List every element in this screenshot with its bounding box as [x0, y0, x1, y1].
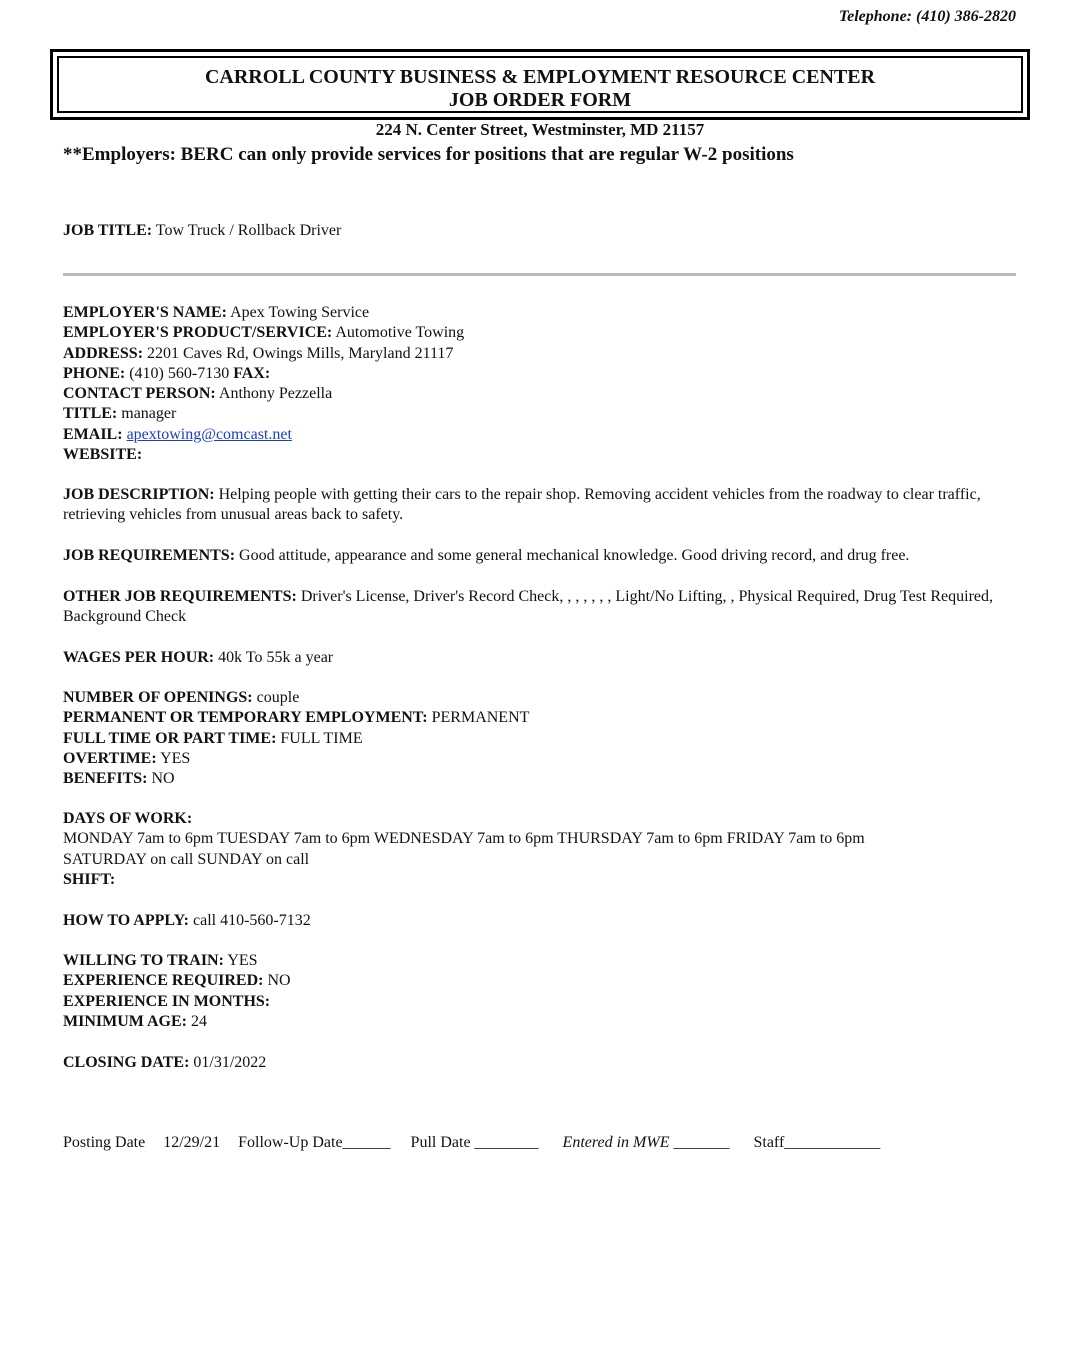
description-section: [63, 485, 1023, 526]
field-label: JOB DESCRIPTION:: [63, 486, 215, 503]
job-description: Helping people with getting their cars to the repair shop. Removing accident vehicles from the roadway to clear traffic, retrieving vehicles from unusual areas back to safety.: [63, 486, 981, 524]
employer-name: Apex Towing Service: [227, 304, 370, 321]
field-label: CONTACT PERSON:: [63, 385, 216, 403]
field-label: WILLING TO TRAIN:: [63, 952, 224, 969]
employment-section: [63, 688, 1023, 789]
weekend-schedule: SATURDAY on call SUNDAY on call: [63, 850, 310, 868]
field-label: FAX:: [233, 364, 271, 382]
field-label: WEBSITE:: [63, 446, 143, 464]
employer-phone: (410) 560-7130: [125, 364, 234, 382]
perm-temp: PERMANENT: [427, 709, 530, 727]
posting-date-label: Posting Date: [63, 1134, 146, 1151]
title-box: [50, 49, 1030, 120]
field-label: EMPLOYER'S PRODUCT/SERVICE:: [63, 324, 333, 342]
field-label: OVERTIME:: [63, 749, 157, 767]
entered-in-mwe: Entered in MWE _______: [562, 1134, 730, 1151]
training-section: [63, 951, 1023, 1032]
field-label: FULL TIME OR PART TIME:: [63, 729, 277, 747]
field-label: CLOSING DATE:: [63, 1054, 190, 1071]
field-label: TITLE:: [63, 405, 118, 423]
field-label: NUMBER OF OPENINGS:: [63, 689, 253, 706]
field-label: EMAIL:: [63, 425, 123, 443]
employer-product: Automotive Towing: [332, 324, 465, 342]
employer-section: [63, 303, 1023, 465]
wages-section: [63, 648, 1023, 668]
field-label: OTHER JOB REQUIREMENTS:: [63, 588, 297, 605]
closing-date: 01/31/2022: [189, 1054, 267, 1071]
posting-date: 12/29/21: [163, 1134, 221, 1151]
telephone: Telephone: (410) 386-2820: [838, 8, 1016, 25]
closing-section: [63, 1053, 1023, 1073]
employer-address: 2201 Caves Rd, Owings Mills, Maryland 21117: [143, 344, 454, 362]
apply-section: [63, 911, 1023, 931]
field-label: EMPLOYER'S NAME:: [63, 304, 227, 321]
experience-required: NO: [263, 972, 291, 990]
field-label: ADDRESS:: [63, 344, 144, 362]
wages: 40k To 55k a year: [214, 649, 334, 666]
field-label: PERMANENT OR TEMPORARY EMPLOYMENT:: [63, 709, 428, 727]
field-label: HOW TO APPLY:: [63, 912, 189, 929]
job-requirements: Good attitude, appearance and some general mechanical knowledge. Good driving record, and drug free.: [235, 547, 910, 564]
other-requirements-section: [63, 587, 1023, 628]
willing-to-train: YES: [223, 952, 258, 969]
other-requirements: Driver's License, Driver's Record Check, , , , , , , Light/No Lifting, , Physical Required, Drug Test Required, Background Check: [63, 588, 994, 626]
field-label: EXPERIENCE REQUIRED:: [63, 972, 264, 990]
org-address: 224 N. Center Street, Westminster, MD 21157: [375, 120, 705, 139]
benefits: NO: [147, 770, 175, 788]
days-section: [63, 809, 1023, 890]
field-label: PHONE:: [63, 364, 126, 382]
minimum-age: 24: [186, 1012, 207, 1030]
contact-person: Anthony Pezzella: [215, 385, 333, 403]
employer-notice: **Employers: BERC can only provide services for positions that are regular W-2 positions: [63, 144, 794, 165]
field-label: MINIMUM AGE:: [63, 1012, 187, 1030]
field-label: WAGES PER HOUR:: [63, 649, 215, 666]
staff: Staff____________: [753, 1134, 881, 1151]
job-title-section: [63, 221, 1023, 241]
pull-date: Pull Date ________: [410, 1134, 539, 1151]
openings: couple: [252, 689, 300, 706]
field-label: EXPERIENCE IN MONTHS:: [63, 992, 271, 1010]
field-label: BENEFITS:: [63, 770, 148, 788]
follow-up-date: Follow-Up Date______: [238, 1134, 391, 1151]
job-title-value: Tow Truck / Rollback Driver: [152, 222, 342, 239]
how-to-apply: call 410-560-7132: [188, 912, 311, 929]
field-label: DAYS OF WORK:: [63, 810, 193, 827]
email-link[interactable]: apextowing@comcast.net: [126, 425, 292, 443]
footer: [63, 1134, 894, 1152]
requirements-section: [63, 546, 1023, 566]
org-title: CARROLL COUNTY BUSINESS & EMPLOYMENT RESOURCE CENTER: [204, 66, 876, 88]
full-part: FULL TIME: [276, 729, 363, 747]
overtime: YES: [156, 749, 191, 767]
field-label: JOB REQUIREMENTS:: [63, 547, 236, 564]
contact-title: manager: [117, 405, 177, 423]
field-label: SHIFT:: [63, 870, 116, 888]
form-title: JOB ORDER FORM: [448, 89, 632, 111]
field-label: JOB TITLE:: [63, 222, 153, 239]
weekday-schedule: MONDAY 7am to 6pm TUESDAY 7am to 6pm WEDNESDAY 7am to 6pm THURSDAY 7am to 6pm FRIDAY 7am to 6pm: [63, 830, 865, 848]
divider: [63, 273, 1016, 276]
